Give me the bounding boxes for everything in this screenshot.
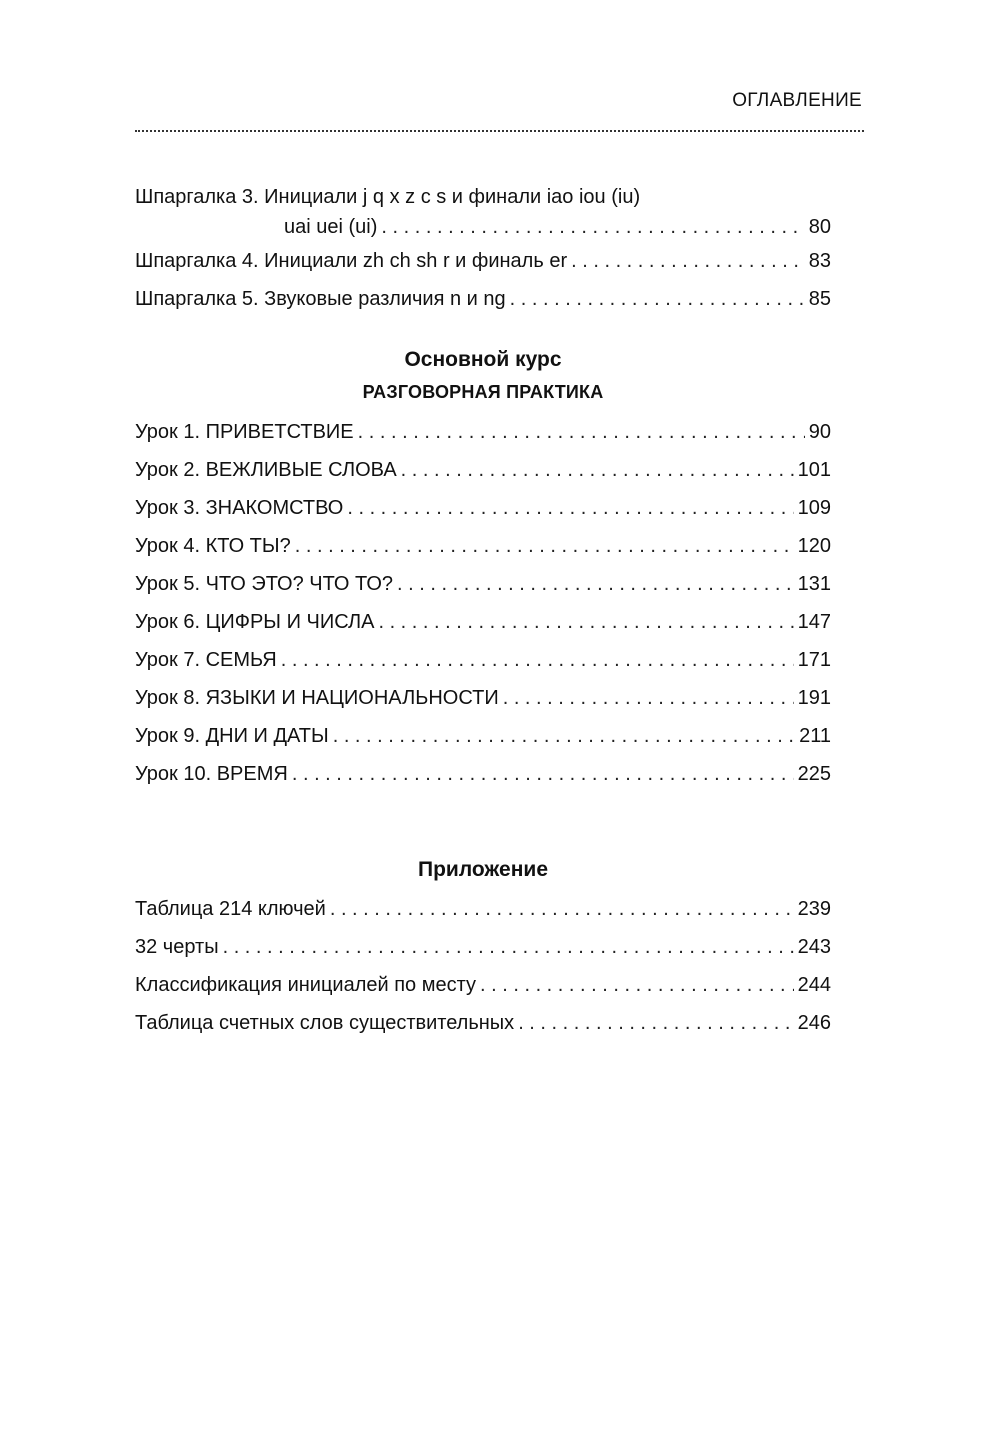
dot-leader [292,755,794,793]
dot-leader [401,451,794,489]
toc-entry-lesson-2[interactable] [135,451,831,489]
toc-entry-label: Урок 4. КТО ТЫ? [135,535,291,557]
toc-entry-page: 191 [797,687,831,709]
toc-entry-page: 83 [808,250,831,272]
dot-leader [381,212,804,242]
toc-entry-label: Урок 2. ВЕЖЛИВЫЕ СЛОВА [135,459,397,481]
dot-leader [518,1004,793,1042]
toc-entry-page: 101 [797,459,831,481]
toc-entry-label: Урок 6. ЦИФРЫ И ЧИСЛА [135,611,375,633]
toc-entry-label: uai uei (ui) [284,216,378,238]
toc-entry-cheatsheet-3-continuation[interactable] [135,212,831,242]
appendix-list [135,890,831,1042]
dot-leader [333,717,795,755]
toc-entry-appendix-3[interactable] [135,966,831,1004]
toc-entry-page: 243 [797,936,831,958]
toc-entry-page: 80 [808,216,831,238]
toc-entry-label: Урок 5. ЧТО ЭТО? ЧТО ТО? [135,573,394,595]
toc-entry-lesson-5[interactable] [135,565,831,603]
toc-entry-lesson-7[interactable] [135,641,831,679]
running-head: ОГЛАВЛЕНИЕ [732,90,862,111]
section-subtitle: РАЗГОВОРНАЯ ПРАКТИКА [362,382,604,402]
toc-entry-page: 85 [808,288,831,310]
dot-leader [330,890,794,928]
dot-leader [397,565,794,603]
toc-entry-page: 90 [808,421,831,443]
toc-entry-page: 225 [797,763,831,785]
toc-entry-label: Шпаргалка 3. Инициали j q x z c s и финали iao iou (iu) [135,186,641,208]
toc-entry-label: 32 черты [135,936,219,958]
toc-entry-lesson-4[interactable] [135,527,831,565]
dot-leader [347,489,793,527]
toc-entry-page: 246 [797,1012,831,1034]
toc-entry-page: 131 [797,573,831,595]
toc-entry-page: 244 [797,974,831,996]
cheatsheet-list [135,182,831,318]
toc-entry-label: Урок 9. ДНИ И ДАТЫ [135,725,329,747]
dot-leader [358,413,805,451]
toc-entry-page: 147 [797,611,831,633]
dot-leader [295,527,794,565]
toc-entry-lesson-10[interactable] [135,755,831,793]
toc-entry-page: 239 [797,898,831,920]
toc-entry-label: Урок 7. СЕМЬЯ [135,649,277,671]
toc-entry-page: 109 [797,497,831,519]
toc-entry-label: Классификация инициалей по месту [135,974,476,996]
toc-entry-label: Урок 10. ВРЕМЯ [135,763,288,785]
toc-entry-appendix-1[interactable] [135,890,831,928]
toc-entry-cheatsheet-5[interactable] [135,280,831,318]
toc-entry-label: Урок 3. ЗНАКОМСТВО [135,497,344,519]
header-dotted-rule [135,130,864,132]
toc-entry-lesson-1[interactable] [135,413,831,451]
toc-entry-appendix-4[interactable] [135,1004,831,1042]
section-title: Основной курс [404,348,562,371]
toc-entry-appendix-2[interactable] [135,928,831,966]
toc-entry-label: Таблица счетных слов существительных [135,1012,515,1034]
toc-entry-label: Шпаргалка 4. Инициали zh ch sh r и финаль er [135,250,568,272]
toc-entry-cheatsheet-4[interactable] [135,242,831,280]
dot-leader [503,679,794,717]
dot-leader [378,603,793,641]
toc-entry-cheatsheet-3[interactable] [135,182,831,212]
lesson-list [135,413,831,793]
main-course-heading [135,345,831,407]
dot-leader [571,242,805,280]
dot-leader [480,966,794,1004]
toc-entry-lesson-3[interactable] [135,489,831,527]
toc-entry-page: 120 [797,535,831,557]
toc-entry-lesson-6[interactable] [135,603,831,641]
toc-entry-label: Таблица 214 ключей [135,898,326,920]
dot-leader [281,641,794,679]
toc-entry-lesson-9[interactable] [135,717,831,755]
toc-entry-label: Урок 8. ЯЗЫКИ И НАЦИОНАЛЬНОСТИ [135,687,499,709]
appendix-heading [135,855,831,885]
toc-entry-page: 171 [797,649,831,671]
dot-leader [510,280,805,318]
toc-entry-label: Урок 1. ПРИВЕТСТВИЕ [135,421,354,443]
toc-entry-label: Шпаргалка 5. Звуковые различия n и ng [135,288,506,310]
dot-leader [223,928,794,966]
toc-entry-lesson-8[interactable] [135,679,831,717]
toc-entry-page: 211 [799,725,831,747]
section-title: Приложение [417,858,548,881]
